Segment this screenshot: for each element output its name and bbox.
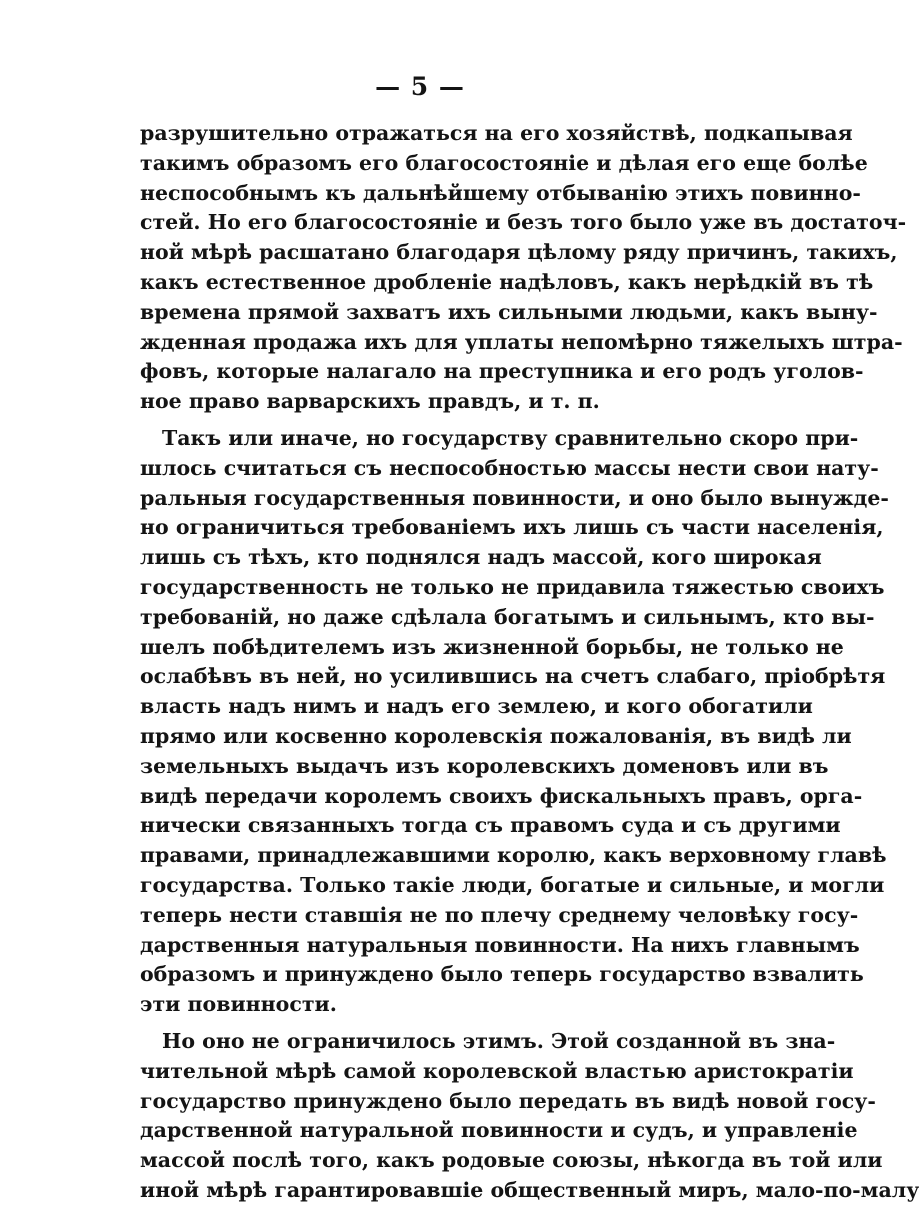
text-line: власть надъ нимъ и надъ его землею, и кого обогатили xyxy=(140,694,813,719)
text-line: государства. Только такіе люди, богатые и сильные, и могли xyxy=(140,872,885,897)
paragraph-1 xyxy=(140,119,907,417)
text-line: времена прямой захватъ ихъ сильными людьми, какъ выну- xyxy=(140,299,878,324)
text-line: теперь нести ставшія не по плечу среднему человѣку госу- xyxy=(140,902,859,927)
text-line: чительной мѣрѣ самой королевской властью аристократіи xyxy=(140,1058,854,1083)
text-line: фовъ, которые налагало на преступника и его родъ уголов- xyxy=(140,359,864,384)
text-line: Такъ или иначе, но государству сравнительно скоро при- xyxy=(162,425,859,450)
paragraph-2 xyxy=(140,424,889,1020)
text-line: такимъ образомъ его благосостояніе и дѣлая его еще болѣе xyxy=(140,150,868,175)
text-line: ральныя государственныя повинности, и оно было вынужде- xyxy=(140,485,889,510)
text-line: Но оно не ограничилось этимъ. Этой созданной въ зна- xyxy=(162,1028,836,1053)
text-line: массой послѣ того, какъ родовые союзы, нѣкогда въ той или xyxy=(140,1148,883,1173)
text-line: стей. Но его благосостояніе и безъ того было уже въ достаточ- xyxy=(140,210,907,235)
text-line: неспособнымъ къ дальнѣйшему отбыванію этихъ повинно- xyxy=(140,180,861,205)
text-line: ослабѣвъ въ ней, но усилившись на счетъ слабаго, пріобрѣтя xyxy=(140,664,886,689)
paragraph-gap xyxy=(140,417,738,424)
body-text xyxy=(140,119,919,1206)
text-line: эти повинности. xyxy=(140,992,337,1017)
text-line: разрушительно отражаться на его хозяйствѣ, подкапывая xyxy=(140,121,853,145)
text-line: ной мѣрѣ расшатано благодаря цѣлому ряду причинъ, такихъ, xyxy=(140,240,898,265)
paragraph-3 xyxy=(140,1027,919,1206)
text-line: правами, принадлежавшими королю, какъ верховному главѣ xyxy=(140,843,887,868)
page-number: — 5 — xyxy=(375,72,465,101)
text-line: лишь съ тѣхъ, кто поднялся надъ массой, кого широкая xyxy=(140,545,822,570)
text-line: шелъ побѣдителемъ изъ жизненной борьбы, не только не xyxy=(140,634,844,659)
text-line: видѣ передачи королемъ своихъ фискальныхъ правъ, орга- xyxy=(140,783,863,808)
text-line: государственность не только не придавила тяжестью своихъ xyxy=(140,574,885,599)
text-line: образомъ и принуждено было теперь государство взвалить xyxy=(140,962,864,987)
text-line: жденная продажа ихъ для уплаты непомѣрно тяжелыхъ штра- xyxy=(140,329,903,354)
text-line: дарственной натуральной повинности и судъ, и управленіе xyxy=(140,1118,858,1143)
text-line: иной мѣрѣ гарантировавшіе общественный миръ, мало-по-малу xyxy=(140,1177,919,1202)
text-line: прямо или косвенно королевскія пожалованія, въ видѣ ли xyxy=(140,723,852,748)
text-line: нически связанныхъ тогда съ правомъ суда и съ другими xyxy=(140,813,841,838)
text-line: шлось считаться съ неспособностью массы нести свои нату- xyxy=(140,455,879,480)
paragraph-gap xyxy=(140,1020,738,1027)
text-line: ное право варварскихъ правдъ, и т. п. xyxy=(140,389,600,414)
text-line: государство принуждено было передать въ видѣ новой госу- xyxy=(140,1088,876,1113)
text-line: дарственныя натуральныя повинности. На нихъ главнымъ xyxy=(140,932,860,957)
text-line: земельныхъ выдачъ изъ королевскихъ доменовъ или въ xyxy=(140,753,829,778)
text-line: какъ естественное дробленіе надѣловъ, какъ нерѣдкій въ тѣ xyxy=(140,269,874,294)
text-line: требованій, но даже сдѣлала богатымъ и сильнымъ, кто вы- xyxy=(140,604,875,629)
text-line: но ограничиться требованіемъ ихъ лишь съ части населенія, xyxy=(140,515,884,540)
